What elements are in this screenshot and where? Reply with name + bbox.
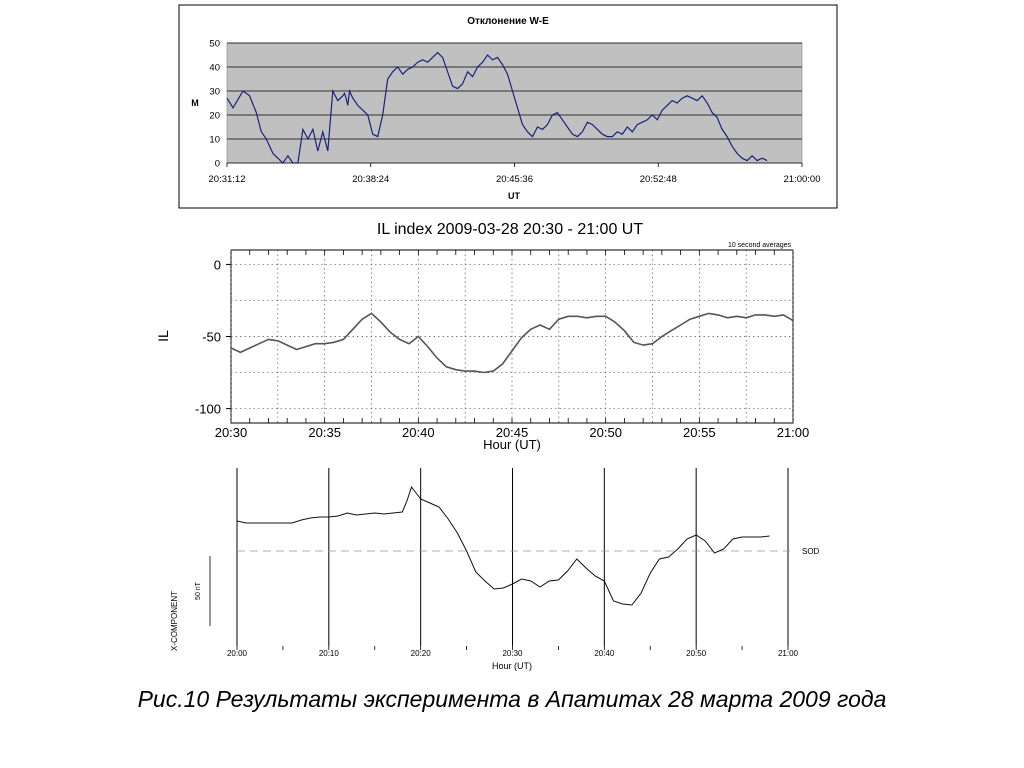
chart2-y-ticks [195,257,231,416]
chart1-x-tick-label: 20:31:12 [208,174,246,185]
figure-caption: Рис.10 Результаты эксперимента в Апатитах 28 марта 2009 года [137,686,887,712]
chart3-x-axis-label: Hour (UT) [492,661,532,671]
chart1-y-tick-label: 40 [209,62,220,74]
chart3-x-tick-label: 20:50 [686,649,707,658]
chart2-y-tick-label: 0 [213,257,221,273]
chart1-x-tick-label: 20:52:48 [639,174,677,185]
chart1-title: Отклонение W-E [467,16,549,27]
chart1-y-tick-label: 10 [209,134,220,146]
chart3-x-tick-label: 20:10 [318,649,339,658]
chart2-y-tick-label: -50 [202,329,221,345]
chart1-y-tick-label: 50 [209,38,220,50]
chart2-x-axis-label: Hour (UT) [483,437,541,452]
chart1-y-axis-label: M [191,98,199,108]
chart2-y-tick-label: -100 [194,401,221,417]
chart1-x-tick-label: 20:45:36 [496,174,533,185]
chart2-x-tick-label: 20:30 [214,425,248,440]
chart3-x-tick-label: 21:00 [777,649,799,658]
chart2-annotation: 10 second averages [727,242,791,249]
chart2-title: IL index 2009-03-28 20:30 - 21:00 UT [376,221,644,238]
chart2-y-axis-label: IL [155,330,171,342]
chart3-y-axis-label: X-COMPONENT [170,591,179,651]
chart-il-index [155,221,809,452]
chart3-x-tick-label: 20:30 [502,649,523,658]
chart1-x-axis-label: UT [508,191,520,201]
chart1-y-tick-label: 30 [209,86,220,98]
chart3-scale-label: 50 nT [195,582,202,600]
chart1-x-tick-label: 21:00:00 [783,174,821,185]
chart3-x-tick-label: 20:40 [594,649,615,658]
chart1-y-tick-label: 0 [214,158,220,170]
chart2-x-tick-label: 20:40 [402,425,435,440]
chart2-x-tick-label: 20:50 [589,425,622,440]
chart3-x-ticks [227,646,799,658]
chart3-x-tick-label: 20:20 [410,649,431,658]
chart2-x-tick-label: 21:00 [776,425,810,440]
chart3-hour-lines [237,468,788,646]
chart1-plot-area [227,43,802,163]
chart2-x-tick-label: 20:35 [308,425,341,440]
chart3-series-line [237,487,770,605]
chart1-x-tick-label: 20:38:24 [352,174,390,185]
chart-deviation-we [179,5,837,208]
chart3-reference-label: SOD [802,547,820,556]
chart2-x-tick-label: 20:55 [683,425,716,440]
chart-x-component [170,468,820,671]
chart2-x-tick-label: 20:45 [495,425,529,440]
chart1-y-tick-label: 20 [209,110,220,122]
chart3-x-tick-label: 20:00 [226,649,248,658]
